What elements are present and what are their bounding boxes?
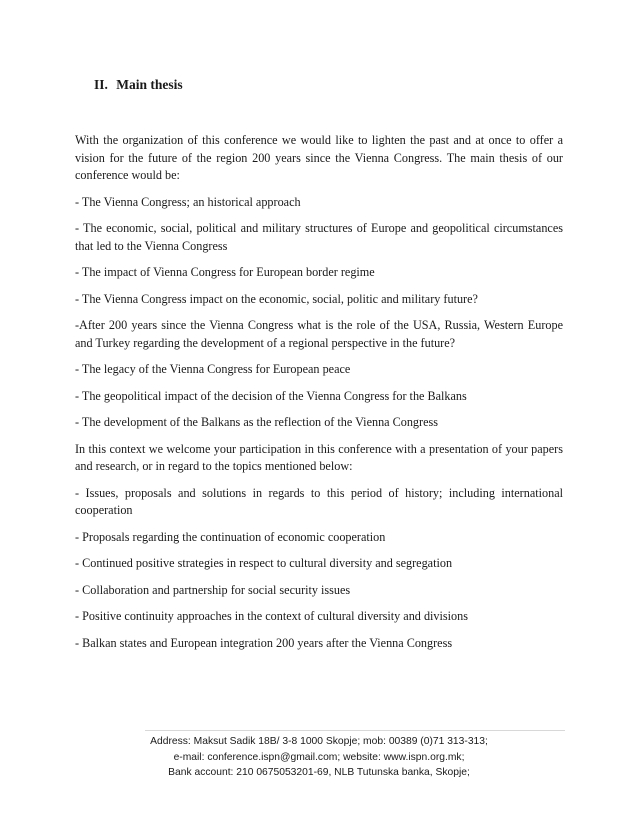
footer-contact: e-mail: conference.ispn@gmail.com; website: www.ispn.org.mk; [173,751,465,763]
thesis-item: - The Vienna Congress impact on the economic, social, politic and military future? [75,291,478,306]
topic-item: - Collaboration and partnership for social security issues [75,582,351,597]
thesis-item: - The development of the Balkans as the reflection of the Vienna Congress [75,415,438,429]
topic-item: - Proposals regarding the continuation of economic cooperation [75,529,386,544]
thesis-item: - The impact of Vienna Congress for European border regime [75,265,375,279]
footer-divider [145,730,565,731]
section-number: II. [94,77,108,92]
topic-item: - Issues, proposals and solutions in regards to this period of history; including international cooperation [75,485,563,517]
thesis-item: - The economic, social, political and military structures of Europe and geopolitical circumstances that led to the Vienna Congress [75,221,563,253]
intro-paragraph: With the organization of this conference we would like to lighten the past and at once to offer a vision for the future of the region 200 years since the Vienna Congress. The main thesis of our conference would be: [75,133,563,182]
thesis-item: -After 200 years since the Vienna Congress what is the role of the USA, Russia, Western Europe and Turkey regarding the development of a regional perspective in the future? [75,318,563,350]
section-heading [94,77,183,93]
topic-item: - Continued positive strategies in respect to cultural diversity and segregation [75,556,453,570]
body-content [75,132,563,661]
thesis-item: - The legacy of the Vienna Congress for European peace [75,362,351,376]
footer-address: Address: Maksut Sadik 18B/ 3-8 1000 Skopje; mob: 00389 (0)71 313-313; [150,736,488,747]
footer-bank: Bank account: 210 0675053201-69, NLB Tutunska banka, Skopje; [168,767,470,778]
topic-item: - Positive continuity approaches in the context of cultural diversity and divisions [75,609,468,623]
page-footer [60,734,578,781]
thesis-item: - The geopolitical impact of the decision of the Vienna Congress for the Balkans [75,388,467,403]
context-paragraph: In this context we welcome your participation in this conference with a presentation of your papers and research, or in regard to the topics mentioned below: [75,441,563,473]
section-title: Main thesis [116,77,183,92]
topic-item: - Balkan states and European integration 200 years after the Vienna Congress [75,635,453,650]
thesis-item: - The Vienna Congress; an historical approach [75,194,301,209]
